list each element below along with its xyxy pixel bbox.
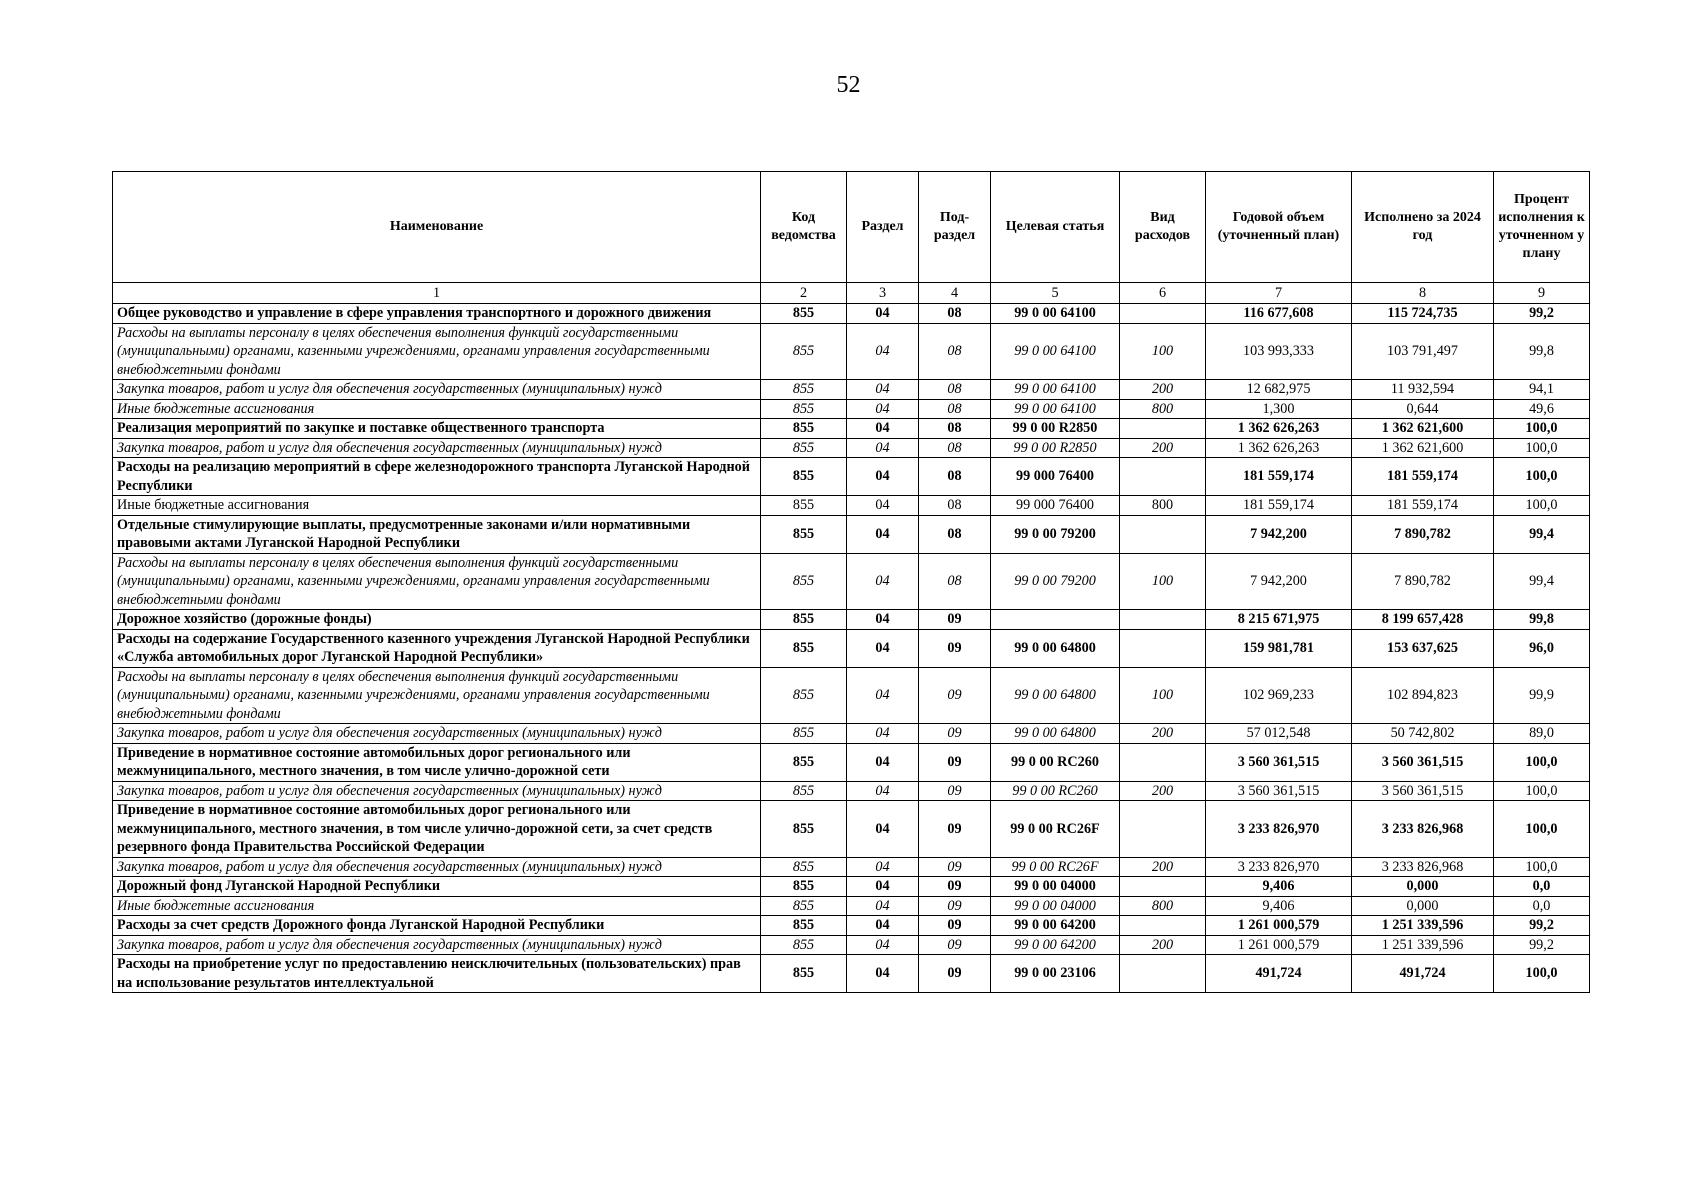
row-code: 855 [761,496,847,516]
row-annual: 3 233 826,970 [1206,801,1352,858]
row-executed: 0,000 [1352,877,1494,897]
header-expense-type: Вид расходов [1120,172,1206,283]
row-target [991,610,1120,630]
row-name: Закупка товаров, работ и услуг для обеспечения государственных (муниципальных) нужд [113,935,761,955]
row-executed: 3 233 826,968 [1352,801,1494,858]
table-row [113,610,1590,630]
row-expense-type: 200 [1120,724,1206,744]
row-executed: 0,644 [1352,399,1494,419]
row-name: Закупка товаров, работ и услуг для обеспечения государственных (муниципальных) нужд [113,857,761,877]
row-target: 99 0 00 RC26F [991,857,1120,877]
colnum: 8 [1352,283,1494,304]
row-percent: 99,4 [1494,515,1590,553]
row-subsection: 09 [919,935,991,955]
row-target: 99 0 00 64800 [991,667,1120,724]
row-executed: 7 890,782 [1352,515,1494,553]
row-target: 99 0 00 64100 [991,323,1120,380]
row-section: 04 [847,304,919,324]
row-section: 04 [847,857,919,877]
row-code: 855 [761,877,847,897]
colnum: 9 [1494,283,1590,304]
row-annual: 3 560 361,515 [1206,743,1352,781]
row-executed: 1 362 621,600 [1352,419,1494,439]
table-row [113,553,1590,610]
row-target: 99 0 00 RC26F [991,801,1120,858]
colnum: 3 [847,283,919,304]
colnum: 1 [113,283,761,304]
row-executed: 102 894,823 [1352,667,1494,724]
row-percent: 100,0 [1494,955,1590,993]
row-code: 855 [761,801,847,858]
row-name: Реализация мероприятий по закупке и поставке общественного транспорта [113,419,761,439]
table-row [113,781,1590,801]
row-subsection: 08 [919,323,991,380]
row-percent: 0,0 [1494,896,1590,916]
row-expense-type [1120,419,1206,439]
row-percent: 99,2 [1494,916,1590,936]
row-executed: 7 890,782 [1352,553,1494,610]
row-section: 04 [847,877,919,897]
row-annual: 1 362 626,263 [1206,438,1352,458]
row-name: Расходы за счет средств Дорожного фонда Луганской Народной Республики [113,916,761,936]
row-section: 04 [847,496,919,516]
row-name: Приведение в нормативное состояние автомобильных дорог регионального или межмуниципального, местного значения, в том числе улично-дорожной сети [113,743,761,781]
header-annual: Годовой объем (уточненный план) [1206,172,1352,283]
row-target: 99 0 00 04000 [991,896,1120,916]
row-expense-type: 200 [1120,438,1206,458]
header-code: Код ведомства [761,172,847,283]
row-expense-type: 800 [1120,399,1206,419]
row-percent: 100,0 [1494,458,1590,496]
row-name: Расходы на выплаты персоналу в целях обеспечения выполнения функций государственными (муниципальными) органами, казенными учреждениями, органами управления государственными внебюджетными фондами [113,553,761,610]
row-executed: 11 932,594 [1352,380,1494,400]
row-target: 99 0 00 64100 [991,380,1120,400]
row-executed: 1 362 621,600 [1352,438,1494,458]
row-section: 04 [847,955,919,993]
row-name: Отдельные стимулирующие выплаты, предусмотренные законами и/или нормативными правовыми актами Луганской Народной Республики [113,515,761,553]
table-row [113,724,1590,744]
row-code: 855 [761,419,847,439]
row-name: Закупка товаров, работ и услуг для обеспечения государственных (муниципальных) нужд [113,380,761,400]
row-name: Иные бюджетные ассигнования [113,399,761,419]
row-name: Расходы на выплаты персоналу в целях обеспечения выполнения функций государственными (муниципальными) органами, казенными учреждениями, органами управления государственными внебюджетными фондами [113,323,761,380]
row-percent: 100,0 [1494,438,1590,458]
row-annual: 3 560 361,515 [1206,781,1352,801]
row-name: Иные бюджетные ассигнования [113,496,761,516]
row-expense-type [1120,743,1206,781]
table-row [113,515,1590,553]
row-annual: 103 993,333 [1206,323,1352,380]
row-code: 855 [761,629,847,667]
row-subsection: 08 [919,304,991,324]
colnum: 4 [919,283,991,304]
colnum: 5 [991,283,1120,304]
row-code: 855 [761,515,847,553]
row-expense-type [1120,629,1206,667]
row-section: 04 [847,724,919,744]
row-section: 04 [847,610,919,630]
row-expense-type: 200 [1120,857,1206,877]
colnum: 2 [761,283,847,304]
table-row [113,935,1590,955]
row-executed: 115 724,735 [1352,304,1494,324]
row-subsection: 09 [919,724,991,744]
row-expense-type [1120,304,1206,324]
row-annual: 8 215 671,975 [1206,610,1352,630]
table-row [113,323,1590,380]
table-row [113,304,1590,324]
row-expense-type: 200 [1120,781,1206,801]
row-section: 04 [847,380,919,400]
row-section: 04 [847,743,919,781]
row-target: 99 0 00 RC260 [991,781,1120,801]
row-annual: 9,406 [1206,896,1352,916]
row-subsection: 09 [919,916,991,936]
header-percent: Процент исполнения к уточненном у плану [1494,172,1590,283]
row-expense-type [1120,877,1206,897]
row-target: 99 0 00 64200 [991,935,1120,955]
row-target: 99 000 76400 [991,458,1120,496]
row-expense-type: 200 [1120,380,1206,400]
row-name: Иные бюджетные ассигнования [113,896,761,916]
row-percent: 89,0 [1494,724,1590,744]
row-annual: 57 012,548 [1206,724,1352,744]
row-section: 04 [847,419,919,439]
header-target: Целевая статья [991,172,1120,283]
row-annual: 159 981,781 [1206,629,1352,667]
row-subsection: 09 [919,610,991,630]
row-expense-type: 200 [1120,935,1206,955]
row-name: Расходы на содержание Государственного казенного учреждения Луганской Народной Республики «Служба автомобильных дорог Луганской Народной Республики» [113,629,761,667]
row-code: 855 [761,955,847,993]
table-row [113,801,1590,858]
page-number: 52 [836,72,861,98]
row-executed: 1 251 339,596 [1352,935,1494,955]
row-code: 855 [761,935,847,955]
table-row [113,458,1590,496]
row-subsection: 08 [919,496,991,516]
table-row [113,667,1590,724]
row-section: 04 [847,935,919,955]
table-row [113,743,1590,781]
row-percent: 99,9 [1494,667,1590,724]
header-name: Наименование [113,172,761,283]
row-percent: 0,0 [1494,877,1590,897]
row-code: 855 [761,857,847,877]
row-name: Дорожное хозяйство (дорожные фонды) [113,610,761,630]
row-code: 855 [761,610,847,630]
table-row [113,629,1590,667]
table-row [113,496,1590,516]
row-percent: 94,1 [1494,380,1590,400]
row-executed: 3 560 361,515 [1352,743,1494,781]
row-expense-type [1120,916,1206,936]
row-percent: 99,2 [1494,304,1590,324]
row-code: 855 [761,304,847,324]
row-section: 04 [847,916,919,936]
row-expense-type: 100 [1120,323,1206,380]
header-executed: Исполнено за 2024 год [1352,172,1494,283]
row-percent: 99,4 [1494,553,1590,610]
row-name: Общее руководство и управление в сфере управления транспортного и дорожного движения [113,304,761,324]
row-percent: 49,6 [1494,399,1590,419]
row-name: Расходы на приобретение услуг по предоставлению неисключительных (пользовательских) прав на использование результатов интеллектуальной [113,955,761,993]
row-section: 04 [847,515,919,553]
row-target: 99 0 00 64800 [991,629,1120,667]
row-percent: 100,0 [1494,857,1590,877]
row-subsection: 08 [919,515,991,553]
row-annual: 1,300 [1206,399,1352,419]
column-numbers-row [113,283,1590,304]
row-expense-type [1120,458,1206,496]
row-subsection: 09 [919,857,991,877]
row-executed: 491,724 [1352,955,1494,993]
row-section: 04 [847,629,919,667]
row-section: 04 [847,458,919,496]
row-subsection: 08 [919,380,991,400]
row-subsection: 09 [919,896,991,916]
colnum: 7 [1206,283,1352,304]
row-executed: 103 791,497 [1352,323,1494,380]
row-subsection: 09 [919,801,991,858]
table-row [113,857,1590,877]
row-annual: 491,724 [1206,955,1352,993]
row-percent: 100,0 [1494,496,1590,516]
row-name: Закупка товаров, работ и услуг для обеспечения государственных (муниципальных) нужд [113,781,761,801]
row-code: 855 [761,438,847,458]
row-percent: 96,0 [1494,629,1590,667]
row-annual: 181 559,174 [1206,496,1352,516]
row-expense-type [1120,955,1206,993]
row-subsection: 09 [919,629,991,667]
row-percent: 99,8 [1494,323,1590,380]
row-executed: 153 637,625 [1352,629,1494,667]
row-section: 04 [847,553,919,610]
colnum: 6 [1120,283,1206,304]
row-name: Закупка товаров, работ и услуг для обеспечения государственных (муниципальных) нужд [113,724,761,744]
row-code: 855 [761,323,847,380]
row-executed: 0,000 [1352,896,1494,916]
table-row [113,896,1590,916]
row-target: 99 0 00 04000 [991,877,1120,897]
row-percent: 100,0 [1494,743,1590,781]
table-row [113,916,1590,936]
table-row [113,419,1590,439]
row-target: 99 0 00 64100 [991,399,1120,419]
row-subsection: 08 [919,553,991,610]
row-subsection: 08 [919,438,991,458]
row-percent: 100,0 [1494,781,1590,801]
table-row [113,438,1590,458]
row-section: 04 [847,896,919,916]
row-percent: 100,0 [1494,419,1590,439]
row-code: 855 [761,916,847,936]
table-row [113,399,1590,419]
row-name: Расходы на реализацию мероприятий в сфере железнодорожного транспорта Луганской Народной Республики [113,458,761,496]
table-row [113,955,1590,993]
row-section: 04 [847,801,919,858]
row-expense-type [1120,801,1206,858]
row-section: 04 [847,781,919,801]
row-percent: 99,2 [1494,935,1590,955]
row-target: 99 0 00 79200 [991,553,1120,610]
table-row [113,877,1590,897]
row-expense-type: 100 [1120,667,1206,724]
row-annual: 1 261 000,579 [1206,935,1352,955]
row-target: 99 000 76400 [991,496,1120,516]
row-name: Дорожный фонд Луганской Народной Республики [113,877,761,897]
row-code: 855 [761,667,847,724]
row-target: 99 0 00 R2850 [991,438,1120,458]
row-annual: 181 559,174 [1206,458,1352,496]
row-target: 99 0 00 RC260 [991,743,1120,781]
row-annual: 12 682,975 [1206,380,1352,400]
row-section: 04 [847,399,919,419]
row-annual: 116 677,608 [1206,304,1352,324]
row-target: 99 0 00 64200 [991,916,1120,936]
row-executed: 8 199 657,428 [1352,610,1494,630]
row-expense-type [1120,610,1206,630]
row-expense-type: 800 [1120,496,1206,516]
row-subsection: 08 [919,458,991,496]
row-annual: 1 362 626,263 [1206,419,1352,439]
row-executed: 181 559,174 [1352,458,1494,496]
row-code: 855 [761,743,847,781]
row-code: 855 [761,724,847,744]
row-executed: 1 251 339,596 [1352,916,1494,936]
row-annual: 1 261 000,579 [1206,916,1352,936]
row-annual: 7 942,200 [1206,553,1352,610]
row-expense-type [1120,515,1206,553]
row-name: Закупка товаров, работ и услуг для обеспечения государственных (муниципальных) нужд [113,438,761,458]
row-executed: 181 559,174 [1352,496,1494,516]
row-subsection: 09 [919,781,991,801]
row-executed: 3 560 361,515 [1352,781,1494,801]
row-percent: 99,8 [1494,610,1590,630]
row-code: 855 [761,458,847,496]
header-row [113,172,1590,283]
row-annual: 9,406 [1206,877,1352,897]
row-subsection: 09 [919,955,991,993]
header-section: Раздел [847,172,919,283]
budget-table [112,171,1590,993]
row-expense-type: 800 [1120,896,1206,916]
row-subsection: 08 [919,419,991,439]
row-code: 855 [761,399,847,419]
row-code: 855 [761,781,847,801]
row-percent: 100,0 [1494,801,1590,858]
header-subsection: Под-раздел [919,172,991,283]
row-section: 04 [847,667,919,724]
table-row [113,380,1590,400]
row-target: 99 0 00 64100 [991,304,1120,324]
row-annual: 3 233 826,970 [1206,857,1352,877]
row-name: Расходы на выплаты персоналу в целях обеспечения выполнения функций государственными (муниципальными) органами, казенными учреждениями, органами управления государственными внебюджетными фондами [113,667,761,724]
row-code: 855 [761,896,847,916]
row-code: 855 [761,553,847,610]
row-subsection: 08 [919,399,991,419]
row-target: 99 0 00 23106 [991,955,1120,993]
row-target: 99 0 00 79200 [991,515,1120,553]
row-name: Приведение в нормативное состояние автомобильных дорог регионального или межмуниципального, местного значения, в том числе улично-дорожной сети, за счет средств резервного фонда Правительства Российской Федерации [113,801,761,858]
row-annual: 7 942,200 [1206,515,1352,553]
row-executed: 50 742,802 [1352,724,1494,744]
row-annual: 102 969,233 [1206,667,1352,724]
row-executed: 3 233 826,968 [1352,857,1494,877]
row-section: 04 [847,323,919,380]
row-target: 99 0 00 R2850 [991,419,1120,439]
row-expense-type: 100 [1120,553,1206,610]
row-subsection: 09 [919,877,991,897]
row-subsection: 09 [919,743,991,781]
row-section: 04 [847,438,919,458]
row-code: 855 [761,380,847,400]
row-target: 99 0 00 64800 [991,724,1120,744]
row-subsection: 09 [919,667,991,724]
